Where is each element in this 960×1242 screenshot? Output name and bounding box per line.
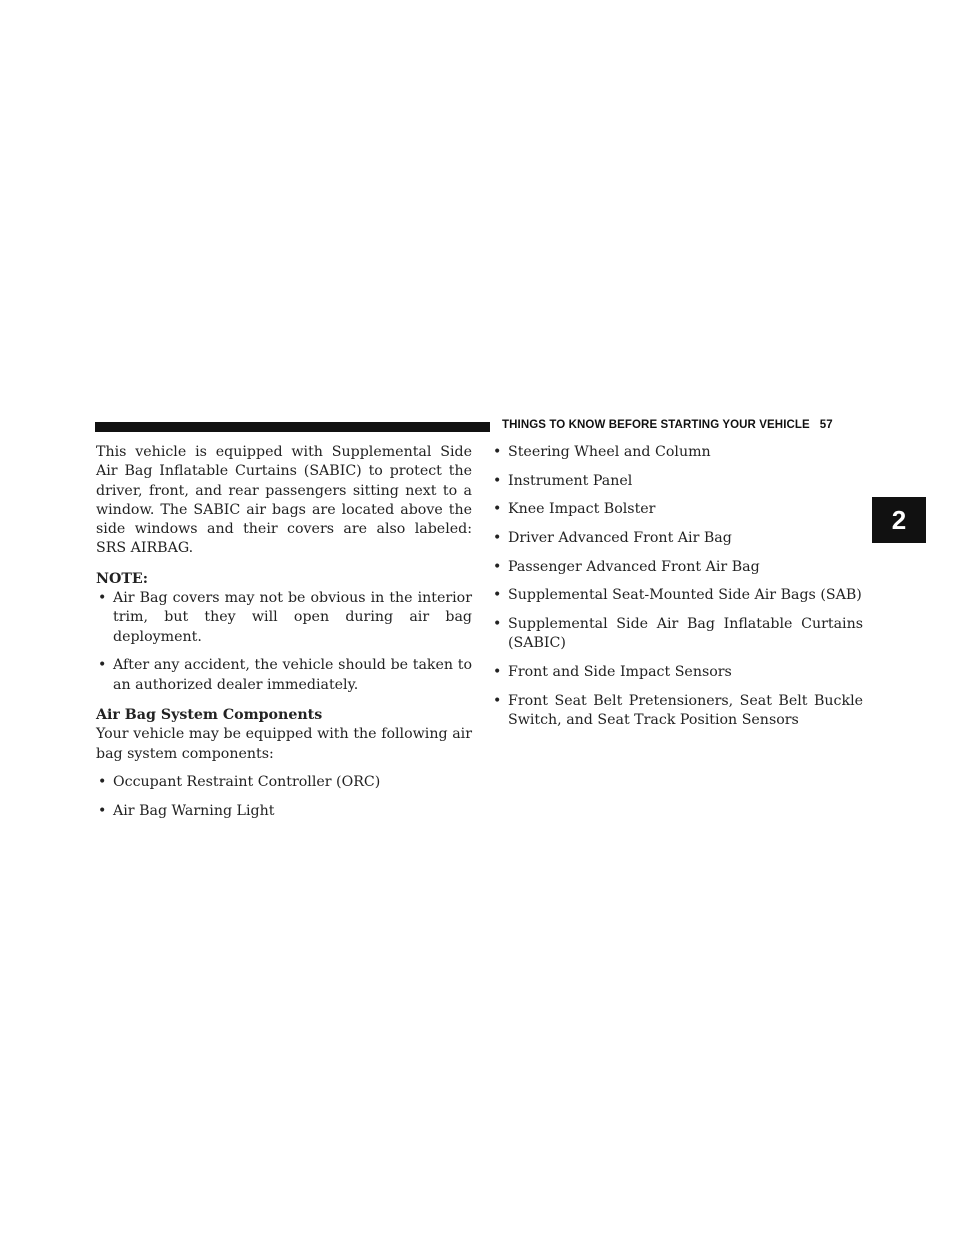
list-item: • Supplemental Seat-Mounted Side Air Bags (SAB) <box>491 586 863 605</box>
header-bar <box>95 422 490 432</box>
list-item: • Passenger Advanced Front Air Bag <box>491 558 863 577</box>
components-list-right <box>491 443 863 730</box>
list-item: • Front Seat Belt Pretensioners, Seat Belt Buckle Switch, and Seat Track Position Sensors <box>491 692 863 731</box>
list-item: • Occupant Restraint Controller (ORC) <box>96 773 472 792</box>
section-intro: Your vehicle may be equipped with the following air bag system components: <box>96 726 472 762</box>
right-column <box>491 443 863 740</box>
note-label: NOTE: <box>96 570 148 587</box>
list-item: • Instrument Panel <box>491 472 863 491</box>
note-list <box>96 589 472 695</box>
left-column <box>96 443 472 831</box>
list-item: • Driver Advanced Front Air Bag <box>491 529 863 548</box>
list-item: • Supplemental Side Air Bag Inflatable Curtains (SABIC) <box>491 615 863 654</box>
list-item: • Knee Impact Bolster <box>491 500 863 519</box>
list-item: • Air Bag covers may not be obvious in the interior trim, but they will open during air bag deployment. <box>96 589 472 647</box>
section-heading: Air Bag System Components <box>96 707 323 724</box>
list-item: • Front and Side Impact Sensors <box>491 663 863 682</box>
running-header <box>502 419 833 431</box>
section-title: THINGS TO KNOW BEFORE STARTING YOUR VEHICLE <box>502 419 810 431</box>
page-number: 57 <box>819 419 833 431</box>
list-item: • Steering Wheel and Column <box>491 443 863 462</box>
components-list-left <box>96 773 472 821</box>
list-item: • After any accident, the vehicle should be taken to an authorized dealer immediately. <box>96 656 472 695</box>
chapter-tab: 2 <box>872 497 926 543</box>
list-item: • Air Bag Warning Light <box>96 802 472 821</box>
intro-paragraph: This vehicle is equipped with Supplemental Side Air Bag Inflatable Curtains (SABIC) to protect the driver, front, and rear passengers sitting next to a window. The SABIC air bags are located above the side windows and their covers are also labeled: SRS AIRBAG. <box>96 444 472 557</box>
